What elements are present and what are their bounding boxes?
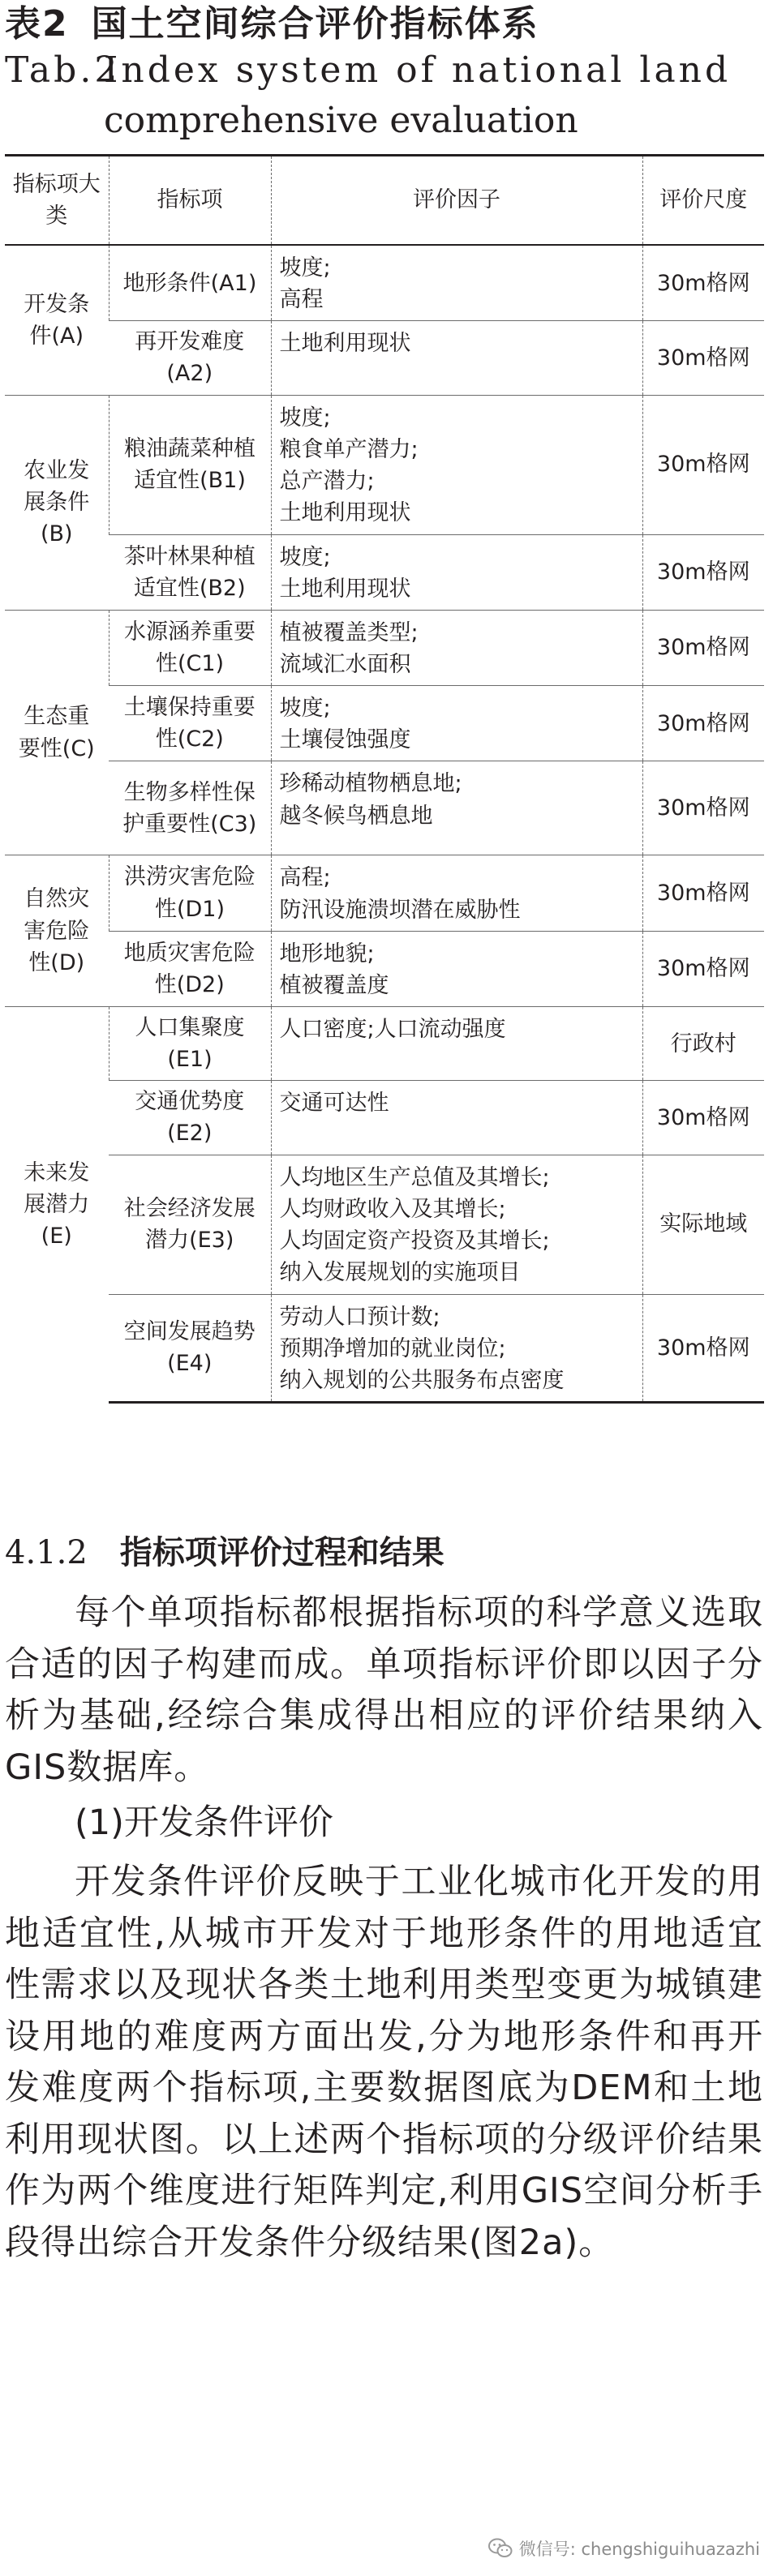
scale-cell: 30m格网 [642,1081,764,1155]
table-row [5,855,764,931]
indicator-code: (E4) [167,1351,213,1377]
factor-line: 地形地貌; [279,941,375,967]
factor-line: 交通可达性 [279,1091,389,1117]
caption-chinese [5,0,539,49]
indicator-cell [109,610,271,685]
factor-cell [271,1081,642,1155]
paragraph: 每个单项指标都根据指标项的科学意义选取合适的因子构建而成。单项指标评价即以因子分析为基础,经综合集成得出相应的评价结果纳入GIS数据库。 [5,1592,763,1788]
category-cell: 自然灾害危险性(D) [5,855,109,1007]
indicator-code: (E1) [167,1047,213,1073]
table-row [5,761,764,855]
scale-cell: 30m格网 [642,855,764,931]
table-row [5,1294,764,1402]
indicator-code: (B1) [200,468,246,494]
scale-cell: 行政村 [642,1006,764,1080]
factor-line: 总产潜力; [279,468,375,494]
indicator-cell [109,1155,271,1294]
scale-cell: 30m格网 [642,534,764,610]
table-row [5,321,764,395]
factor-cell [271,686,642,761]
section-title: 指标项评价过程和结果 [119,1533,444,1571]
table-row [5,395,764,534]
factor-cell [271,1294,642,1402]
indicator-name: 茶叶林果种植适宜性 [123,543,256,601]
indicator-name: 生物多样性保护重要性 [122,779,256,837]
factor-line: 土地利用现状 [279,499,411,525]
table-row [5,1155,764,1294]
indicator-cell [109,534,271,610]
factor-line: 纳入规划的公共服务布点密度 [279,1367,565,1393]
factor-cell [271,761,642,855]
factor-line: 坡度; [279,544,331,570]
indicator-name: 土壤保持重要性 [123,695,256,752]
scale-cell: 30m格网 [642,610,764,685]
indicator-cell [109,245,271,321]
indicator-cell [109,321,271,395]
factor-line: 粮食单产潜力; [279,436,419,462]
factor-line: 劳动人口预计数; [279,1304,440,1330]
indicator-name: 地形条件 [122,270,211,296]
factor-line: 坡度; [279,255,331,281]
paragraph: 开发条件评价反映于工业化城市化开发的用地适宜性,从城市开发对于地形条件的用地适宜性需求以及现状各类土地利用类型变更为城镇建设用地的难度两方面出发,分为地形条件和再开发难度两个指标项,主要数据图底为DEM和土地利用现状图。以上述两个指标项的分级评价结果作为两个维度进行矩阵判定,利用GIS空间分析手段得出综合开发条件分级结果(图2a)。 [5,1862,763,2263]
caption-zh-title: 国土空间综合评价指标体系 [91,3,539,45]
factor-line: 土壤侵蚀强度 [279,727,411,753]
indicator-cell [109,395,271,534]
category-cell: 生态重要性(C) [5,610,109,855]
table-row [5,534,764,610]
factor-line: 植被覆盖度 [279,972,389,998]
factor-cell [271,395,642,534]
indicator-cell [109,1294,271,1402]
factor-line: 流域汇水面积 [279,651,411,677]
indicator-name: 社会经济发展潜力 [123,1195,256,1254]
indicator-code: (C3) [210,811,257,837]
indicator-name: 粮油蔬菜种植适宜性 [124,435,256,494]
indicator-code: (E3) [189,1228,234,1254]
factor-line: 坡度; [279,405,331,431]
indicator-cell [109,761,271,855]
scale-cell: 30m格网 [642,686,764,761]
factor-line: 高程 [279,287,324,313]
index-system-table [5,154,764,1404]
caption-en-line2: comprehensive evaluation [104,100,578,141]
factor-line: 坡度; [279,696,331,722]
factor-line: 纳入发展规划的实施项目 [279,1259,521,1285]
indicator-code: (C1) [177,650,225,676]
indicator-name: 水源涵养重要性 [124,619,256,676]
indicator-cell [109,1006,271,1080]
scale-cell: 30m格网 [642,395,764,534]
scale-cell: 30m格网 [642,321,764,395]
caption-en-prefix: Tab.2 [5,49,121,91]
table-row [5,931,764,1006]
header-factors: 评价因子 [271,156,642,246]
factor-cell [271,855,642,931]
factor-cell [271,931,642,1006]
scale-cell: 30m格网 [642,245,764,321]
caption-zh-number: 表2 [5,3,69,45]
factor-line: 预期净增加的就业岗位; [279,1335,506,1361]
factor-cell [271,245,642,321]
indicator-cell [109,855,271,931]
factor-line: 人口密度;人口流动强度 [279,1016,506,1042]
scale-cell: 实际地域 [642,1155,764,1294]
wechat-icon [488,2538,513,2559]
indicator-name: 人口集聚度 [135,1014,245,1040]
indicator-name: 地质灾害危险性 [123,940,256,997]
scale-cell: 30m格网 [642,1294,764,1402]
indicator-name: 洪涝灾害危险性 [124,864,256,922]
section-number: 4.1.2 [5,1534,88,1571]
category-cell: 未来发展潜力(E) [5,1006,109,1402]
indicator-code: (C2) [177,727,224,752]
section-heading [5,1524,444,1581]
factor-cell [271,1155,642,1294]
category-cell: 农业发展条件(B) [5,395,109,610]
indicator-code: (B2) [199,575,246,601]
indicator-code: (E2) [167,1121,213,1147]
table-row [5,245,764,321]
scale-cell: 30m格网 [642,761,764,855]
factor-line: 植被覆盖类型; [279,619,419,645]
factor-cell [271,534,642,610]
factor-cell [271,321,642,395]
category-cell: 开发条件(A) [5,245,109,395]
factor-line: 人均财政收入及其增长; [279,1196,506,1222]
caption-en-line1: Index system of national land [104,49,732,91]
factor-line: 高程; [279,865,331,891]
indicator-cell [109,931,271,1006]
factor-cell [271,610,642,685]
indicator-code: (A1) [210,270,257,296]
indicator-cell [109,686,271,761]
factor-line: 土地利用现状 [279,576,411,602]
indicator-code: (D1) [176,896,225,922]
watermark-text: 微信号: chengshiguihuazazhi [518,2540,760,2559]
indicator-name: 交通优势度 [135,1089,245,1115]
factor-cell [271,1006,642,1080]
table-row [5,686,764,761]
scale-cell: 30m格网 [642,931,764,1006]
factor-line: 珍稀动植物栖息地; [279,771,462,797]
indicator-cell [109,1081,271,1155]
factor-line: 防汛设施溃坝潜在威胁性 [279,897,521,923]
factor-line: 土地利用现状 [279,331,411,357]
factor-line: 人均地区生产总值及其增长; [279,1164,550,1190]
table-header-row [5,156,764,246]
factor-line: 人均固定资产投资及其增长; [279,1228,550,1254]
indicator-name: 再开发难度 [135,329,245,355]
wechat-watermark [488,2532,760,2565]
indicator-name: 空间发展趋势 [123,1319,256,1345]
header-scale: 评价尺度 [642,156,764,246]
caption-english [5,45,759,146]
table-row [5,1081,764,1155]
factor-line: 越冬候鸟栖息地 [279,803,433,829]
indicator-code: (A2) [166,361,213,387]
table-row [5,610,764,685]
indicator-code: (D2) [176,971,225,997]
header-indicator: 指标项 [109,156,271,246]
table-row [5,1006,764,1080]
subheading: (1)开发条件评价 [75,1802,333,1843]
header-category: 指标项大类 [5,156,109,246]
